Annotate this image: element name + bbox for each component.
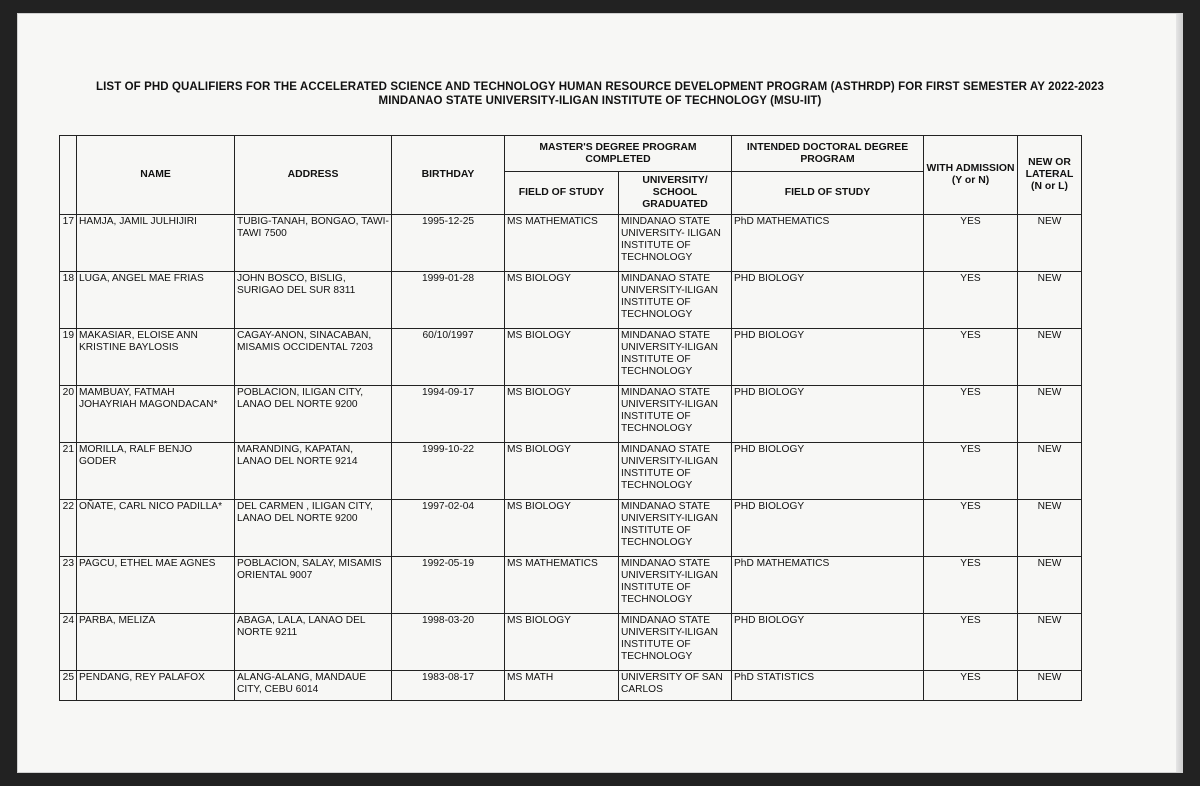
new-or-lateral: NEW	[1018, 443, 1082, 500]
masters-school: MINDANAO STATE UNIVERSITY- ILIGAN INSTITUTE OF TECHNOLOGY	[619, 215, 732, 272]
qualifier-birthday: 1983-08-17	[392, 671, 505, 701]
header-address: ADDRESS	[235, 136, 392, 215]
masters-school: UNIVERSITY OF SAN CARLOS	[619, 671, 732, 701]
qualifier-name: MAKASIAR, ELOISE ANN KRISTINE BAYLOSIS	[77, 329, 235, 386]
masters-school: MINDANAO STATE UNIVERSITY-ILIGAN INSTITUTE OF TECHNOLOGY	[619, 386, 732, 443]
qualifiers-table	[59, 135, 1082, 701]
new-or-lateral: NEW	[1018, 671, 1082, 701]
qualifier-name: PAGCU, ETHEL MAE AGNES	[77, 557, 235, 614]
qualifier-name: HAMJA, JAMIL JULHIJIRI	[77, 215, 235, 272]
row-number: 24	[60, 614, 77, 671]
doctoral-field-of-study: PHD BIOLOGY	[732, 443, 924, 500]
table-row	[60, 329, 1082, 386]
table-row	[60, 215, 1082, 272]
new-or-lateral: NEW	[1018, 272, 1082, 329]
qualifier-birthday: 1997-02-04	[392, 500, 505, 557]
qualifier-address: ALANG-ALANG, MANDAUE CITY, CEBU 6014	[235, 671, 392, 701]
row-number: 19	[60, 329, 77, 386]
doctoral-field-of-study: PhD STATISTICS	[732, 671, 924, 701]
new-or-lateral: NEW	[1018, 500, 1082, 557]
qualifier-birthday: 1994-09-17	[392, 386, 505, 443]
doctoral-field-of-study: PHD BIOLOGY	[732, 614, 924, 671]
doctoral-field-of-study: PhD MATHEMATICS	[732, 215, 924, 272]
masters-school: MINDANAO STATE UNIVERSITY-ILIGAN INSTITUTE OF TECHNOLOGY	[619, 329, 732, 386]
doctoral-field-of-study: PHD BIOLOGY	[732, 329, 924, 386]
header-birthday: BIRTHDAY	[392, 136, 505, 215]
qualifier-birthday: 60/10/1997	[392, 329, 505, 386]
with-admission: YES	[924, 614, 1018, 671]
table-row	[60, 386, 1082, 443]
doctoral-field-of-study: PhD MATHEMATICS	[732, 557, 924, 614]
masters-school: MINDANAO STATE UNIVERSITY-ILIGAN INSTITUTE OF TECHNOLOGY	[619, 557, 732, 614]
with-admission: YES	[924, 443, 1018, 500]
table-body	[60, 215, 1082, 701]
header-doctoral-program: INTENDED DOCTORAL DEGREE PROGRAM	[732, 136, 924, 172]
qualifier-name: MAMBUAY, FATMAH JOHAYRIAH MAGONDACAN*	[77, 386, 235, 443]
header-doctoral-field: FIELD OF STUDY	[732, 172, 924, 215]
masters-field-of-study: MS BIOLOGY	[505, 329, 619, 386]
qualifier-birthday: 1999-10-22	[392, 443, 505, 500]
header-masters-field: FIELD OF STUDY	[505, 172, 619, 215]
doctoral-field-of-study: PHD BIOLOGY	[732, 272, 924, 329]
with-admission: YES	[924, 500, 1018, 557]
row-number: 17	[60, 215, 77, 272]
header-new-or-lateral: NEW OR LATERAL (N or L)	[1018, 136, 1082, 215]
masters-field-of-study: MS BIOLOGY	[505, 443, 619, 500]
new-or-lateral: NEW	[1018, 557, 1082, 614]
qualifier-name: LUGA, ANGEL MAE FRIAS	[77, 272, 235, 329]
table-row	[60, 443, 1082, 500]
qualifier-address: POBLACION, SALAY, MISAMIS ORIENTAL 9007	[235, 557, 392, 614]
header-row	[60, 136, 1082, 172]
table-row	[60, 557, 1082, 614]
with-admission: YES	[924, 215, 1018, 272]
with-admission: YES	[924, 272, 1018, 329]
row-number: 20	[60, 386, 77, 443]
masters-school: MINDANAO STATE UNIVERSITY-ILIGAN INSTITUTE OF TECHNOLOGY	[619, 443, 732, 500]
new-or-lateral: NEW	[1018, 614, 1082, 671]
new-or-lateral: NEW	[1018, 386, 1082, 443]
masters-school: MINDANAO STATE UNIVERSITY-ILIGAN INSTITUTE OF TECHNOLOGY	[619, 500, 732, 557]
qualifier-name: MORILLA, RALF BENJO GODER	[77, 443, 235, 500]
header-masters-program: MASTER'S DEGREE PROGRAM COMPLETED	[505, 136, 732, 172]
table-row	[60, 272, 1082, 329]
qualifier-name: PARBA, MELIZA	[77, 614, 235, 671]
masters-field-of-study: MS MATH	[505, 671, 619, 701]
row-number: 21	[60, 443, 77, 500]
masters-field-of-study: MS MATHEMATICS	[505, 215, 619, 272]
qualifier-address: MARANDING, KAPATAN, LANAO DEL NORTE 9214	[235, 443, 392, 500]
masters-field-of-study: MS MATHEMATICS	[505, 557, 619, 614]
header-with-admission: WITH ADMISSION (Y or N)	[924, 136, 1018, 215]
qualifier-birthday: 1999-01-28	[392, 272, 505, 329]
document-subtitle: MINDANAO STATE UNIVERSITY-ILIGAN INSTITUTE OF TECHNOLOGY (MSU-IIT)	[378, 95, 822, 107]
qualifier-birthday: 1992-05-19	[392, 557, 505, 614]
row-number: 23	[60, 557, 77, 614]
row-number: 22	[60, 500, 77, 557]
qualifier-name: PENDANG, REY PALAFOX	[77, 671, 235, 701]
doctoral-field-of-study: PHD BIOLOGY	[732, 386, 924, 443]
qualifier-address: DEL CARMEN , ILIGAN CITY, LANAO DEL NORTE 9200	[235, 500, 392, 557]
header-masters-school: UNIVERSITY/ SCHOOL GRADUATED	[619, 172, 732, 215]
masters-school: MINDANAO STATE UNIVERSITY-ILIGAN INSTITUTE OF TECHNOLOGY	[619, 614, 732, 671]
document-title: LIST OF PHD QUALIFIERS FOR THE ACCELERATED SCIENCE AND TECHNOLOGY HUMAN RESOURCE DEVELOPMENT PROGRAM (ASTHRDP) FOR FIRST SEMESTER AY 2022-2023	[96, 81, 1104, 93]
qualifier-address: TUBIG-TANAH, BONGAO, TAWI-TAWI 7500	[235, 215, 392, 272]
document-page	[18, 14, 1182, 772]
row-number: 25	[60, 671, 77, 701]
masters-field-of-study: MS BIOLOGY	[505, 386, 619, 443]
table-row	[60, 614, 1082, 671]
with-admission: YES	[924, 671, 1018, 701]
masters-school: MINDANAO STATE UNIVERSITY-ILIGAN INSTITUTE OF TECHNOLOGY	[619, 272, 732, 329]
new-or-lateral: NEW	[1018, 329, 1082, 386]
qualifier-birthday: 1998-03-20	[392, 614, 505, 671]
qualifier-address: POBLACION, ILIGAN CITY, LANAO DEL NORTE 9200	[235, 386, 392, 443]
new-or-lateral: NEW	[1018, 215, 1082, 272]
qualifier-birthday: 1995-12-25	[392, 215, 505, 272]
qualifier-address: ABAGA, LALA, LANAO DEL NORTE 9211	[235, 614, 392, 671]
table-row	[60, 500, 1082, 557]
header-name: NAME	[77, 136, 235, 215]
masters-field-of-study: MS BIOLOGY	[505, 614, 619, 671]
header-number	[60, 136, 77, 215]
doctoral-field-of-study: PHD BIOLOGY	[732, 500, 924, 557]
masters-field-of-study: MS BIOLOGY	[505, 500, 619, 557]
with-admission: YES	[924, 386, 1018, 443]
qualifier-address: CAGAY-ANON, SINACABAN, MISAMIS OCCIDENTAL 7203	[235, 329, 392, 386]
row-number: 18	[60, 272, 77, 329]
with-admission: YES	[924, 557, 1018, 614]
table-row	[60, 671, 1082, 701]
with-admission: YES	[924, 329, 1018, 386]
qualifier-name: OÑATE, CARL NICO PADILLA*	[77, 500, 235, 557]
qualifier-address: JOHN BOSCO, BISLIG, SURIGAO DEL SUR 8311	[235, 272, 392, 329]
masters-field-of-study: MS BIOLOGY	[505, 272, 619, 329]
